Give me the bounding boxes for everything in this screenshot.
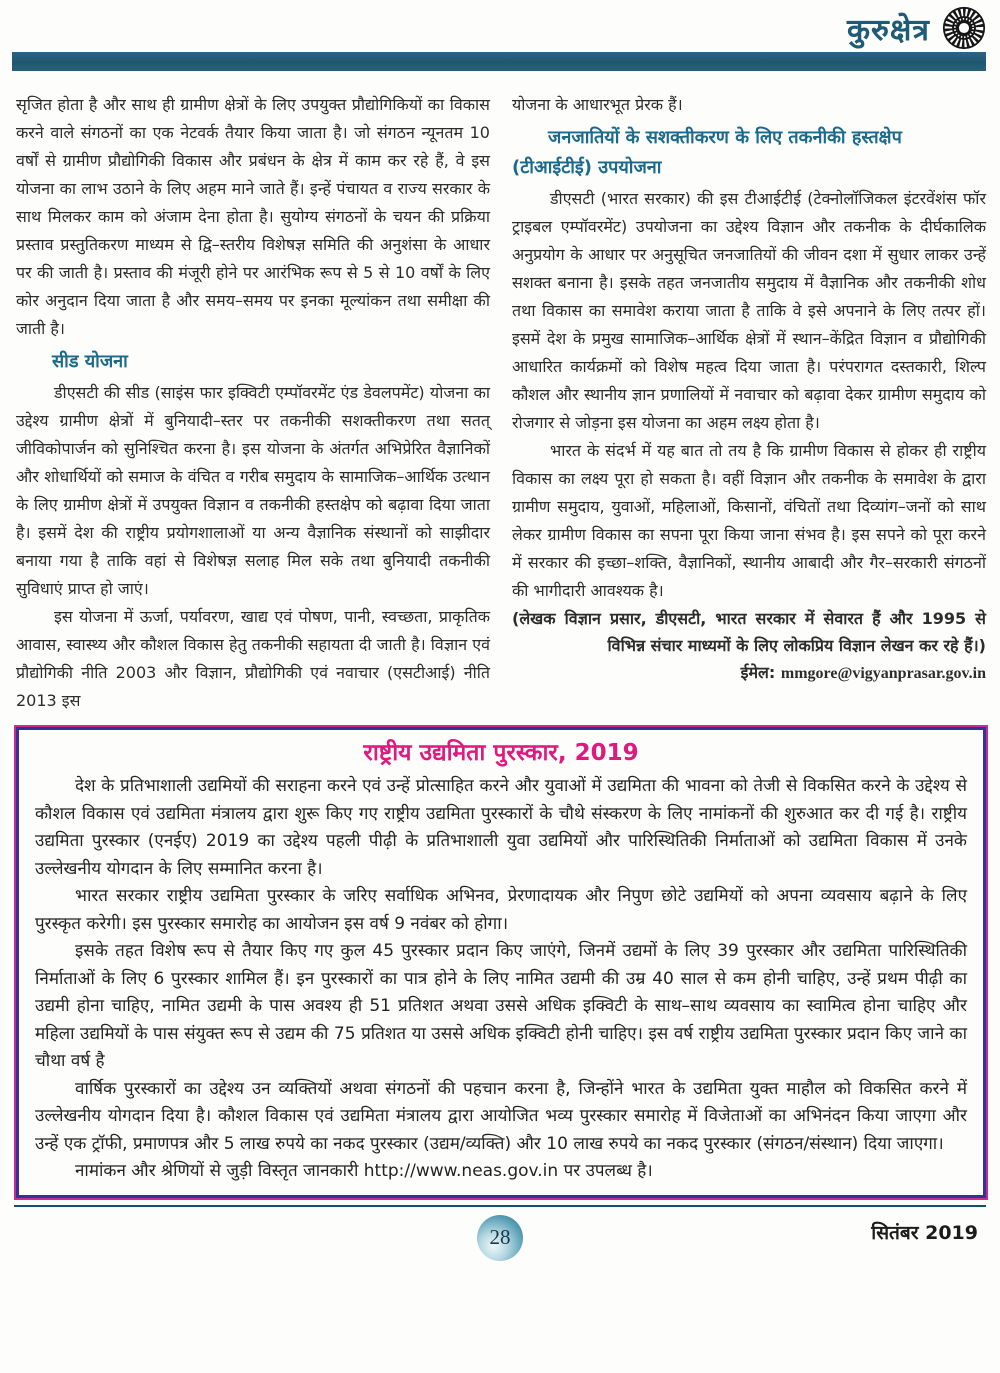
tite-scheme-paragraph: डीएसटी (भारत सरकार) की इस टीआईटीई (टेक्नोलॉजिकल इंटरवेंशंस फॉर ट्राइबल एम्पॉवरमेंट) उपयोजना का उद्देश्य विज्ञान और तकनीक के दीर्घकालिक अनुप्रयोग के आधार पर अनुसूचित जनजातियों की जीवन दशा में सुधार लाकर उन्हें सशक्त बनाना है। इसके तहत जनजातीय समुदाय में वैज्ञानिक और तकनीकी शोध तथा विकास का समावेश कराया जाता है ताकि वे इसे अपनाने के लिए तत्पर हों। इसमें देश के प्रमुख सामाजिक–आर्थिक क्षेत्रों में स्थान–केंद्रित विज्ञान व प्रौद्योगिकी आधारित कार्यक्रमों को विशेष महत्व दिया जाता है। परंपरागत दस्तकारी, शिल्प कौशल और स्थानीय ज्ञान प्रणालियों में नवाचार को बढ़ावा देकर ग्रामीण समुदाय को रोजगार से जोड़ना इस योजना का अहम लक्ष्य होता है। xyxy=(512,189,986,432)
bharat-context-paragraph: भारत के संदर्भ में यह बात तो तय है कि ग्रामीण विकास से होकर ही राष्ट्रीय विकास का लक्ष्य पूरा हो सकता है। वहीं विज्ञान और तकनीक के समावेश के द्वारा ग्रामीण समुदाय, युवाओं, महिलाओं, किसानों, वंचितों तथा दिव्यांग–जनों को साथ लेकर ग्रामीण विकास का सपना पूरा किया जाना संभव है। इस सपने को पूरा करने में सरकार की इच्छा–शक्ति, वैज्ञानिकों, स्थानीय आबादी और गैर–सरकारी संगठनों की भागीदारी आवश्यक है। xyxy=(512,441,986,600)
issue-date: सितंबर 2019 xyxy=(871,1221,978,1244)
seed-scheme-paragraph: डीएसटी की सीड (साइंस फार इक्विटी एम्पॉवरमेंट एंड डेवलपमेंट) योजना का उद्देश्य ग्रामीण क्षेत्रों में बुनियादी–स्तर पर तकनीकी सशक्तीकरण तथा सतत् जीविकोपार्जन को सुनिश्चित करना है। इस योजना के अंतर्गत अभिप्रेरित वैज्ञानिकों और शोधार्थियों को समाज के वंचित व गरीब समुदाय के सामाजिक–आर्थिक उत्थान के लिए ग्रामीण क्षेत्रों में उपयुक्त विज्ञान व तकनीकी हस्तक्षेप को बढ़ावा दिया जाता है। इसमें देश की राष्ट्रीय प्रयोगशालाओं या अन्य वैज्ञानिक संस्थानों को साझीदार बनाया गया है ताकि वहां से विशेषज्ञ सलाह मिल सके तथा बुनियादी तकनीकी सुविधाएं प्राप्त हो जाएं। xyxy=(16,383,490,598)
award-paragraph: इसके तहत विशेष रूप से तैयार किए गए कुल 45 पुरस्कार प्रदान किए जाएंगे, जिनमें उद्यमों के लिए 39 पुरस्कार और उद्यमिता पारिस्थितिकी निर्माताओं के लिए 6 पुरस्कार शामिल हैं। इन पुरस्कारों का पात्र होने के लिए नामित उद्यमी की उम्र 40 साल से कम होनी चाहिए, उन्हें प्रथम पीढ़ी का उद्यमी होना चाहिए, नामित उद्यमी के पास अवश्य ही 51 प्रतिशत अथवा उससे अधिक इक्विटी के साथ–साथ व्यवसाय का स्वामित्व होना चाहिए और महिला उद्यमियों के पास संयुक्त रूप से उद्यम की 75 प्रतिशत या उससे अधिक इक्विटी होनी चाहिए। इस वर्ष राष्ट्रीय उद्यमिता पुरस्कार प्रदान किए जाने का चौथा वर्ष है xyxy=(35,941,967,1071)
author-email-line xyxy=(512,659,986,688)
email-label: ईमेल: xyxy=(740,663,776,682)
seed-scheme-heading: सीड योजना xyxy=(52,351,128,372)
seed-support-paragraph: इस योजना में ऊर्जा, पर्यावरण, खाद्य एवं पोषण, पानी, स्वच्छता, प्राकृतिक आवास, स्वास्थ्य और कौशल विकास हेतु तकनीकी सहायता दी जाती है। विज्ञान एवं प्रौद्योगिकी नीति 2003 और विज्ञान, प्रौद्योगिकी एवं नवाचार (एसटीआई) नीति 2013 इस xyxy=(16,607,490,710)
award-box xyxy=(16,727,986,1198)
brand-row xyxy=(12,6,986,50)
page-header xyxy=(0,0,1000,71)
award-website-line: नामांकन और श्रेणियों से जुड़ी विस्तृत जानकारी http://www.neas.gov.in पर उपलब्ध है। xyxy=(75,1161,653,1181)
article-body xyxy=(0,71,1000,715)
award-paragraph: देश के प्रतिभाशाली उद्यमियों की सराहना करने एवं उन्हें प्रोत्साहित करने और युवाओं में उद्यमिता की भावना को तेजी से विकसित करने के उद्देश्य से कौशल विकास एवं उद्यमिता मंत्रालय द्वारा शुरू किए गए राष्ट्रीय उद्यमिता पुरस्कारों के चौथे संस्करण के लिए नामांकनों की शुरुआत कर दी गई है। राष्ट्रीय उद्यमिता पुरस्कार (एनईए) 2019 का उद्देश्य पहली पीढ़ी के प्रतिभाशाली युवा उद्यमियों और पारिस्थितिकी निर्माताओं को उद्यमिता विकास में उनके उल्लेखनीय योगदान के लिए सम्मानित करना है। xyxy=(35,776,967,879)
kurukshetra-emblem-icon xyxy=(942,6,986,50)
author-note: (लेखक विज्ञान प्रसार, डीएसटी, भारत सरकार में सेवारत हैं और 1995 से विभिन्न संचार माध्यमों के लिए लोकप्रिय विज्ञान लेखन कर रहे हैं।) xyxy=(512,609,986,655)
award-paragraph: वार्षिक पुरस्कारों का उद्देश्य उन व्यक्तियों अथवा संगठनों की पहचान करना है, जिन्होंने भारत के उद्यमिता युक्त माहौल को विकसित करने में उल्लेखनीय योगदान दिया है। कौशल विकास एवं उद्यमिता मंत्रालय द्वारा आयोजित भव्य पुरस्कार समारोह में विजेताओं का अभिनंदन किया जाएगा और उन्हें एक ट्रॉफी, प्रमाणपत्र और 5 लाख रुपये का नकद पुरस्कार (उद्यम/व्यक्ति) और 10 लाख रुपये का नकद पुरस्कार (संगठन/संस्थान) दिया जाएगा। xyxy=(35,1078,967,1154)
award-box-title: राष्ट्रीय उद्यमिता पुरस्कार, 2019 xyxy=(363,740,639,766)
right-column xyxy=(512,91,986,715)
left-column xyxy=(16,91,490,715)
page-number-badge xyxy=(477,1215,523,1261)
left-paragraph-continued: सृजित होता है और साथ ही ग्रामीण क्षेत्रों के लिए उपयुक्त प्रौद्योगिकियों का विकास करने वाले संगठनों का एक नेटवर्क तैयार किया जाता है। जो संगठन न्यूनतम 10 वर्षों से ग्रामीण प्रौद्योगिकी विकास और प्रबंधन के क्षेत्र में काम कर रहे हैं, वे इस योजना का लाभ उठाने के लिए अहम माने जाते हैं। इन्हें पंचायत व राज्य सरकार के साथ मिलकर काम को अंजाम देना होता है। सुयोग्य संगठनों के चयन की प्रक्रिया प्रस्ताव प्रस्तुतिकरण माध्यम से द्वि–स्तरीय विशेषज्ञ समिति की अनुशंसा के आधार पर की जाती है। प्रस्ताव की मंजूरी होने पर आरंभिक रूप से 5 से 10 वर्षों के लिए कोर अनुदान दिया जाता है और समय–समय पर इनका मूल्यांकन तथा समीक्षा की जाती है। xyxy=(16,95,490,338)
email-address: mmgore@vigyanprasar.gov.in xyxy=(780,665,986,682)
page-footer xyxy=(0,1207,1000,1265)
header-rule-bar xyxy=(12,52,986,71)
magazine-title: कुरुक्षेत्र xyxy=(846,12,930,48)
tite-scheme-heading: जनजातियों के सशक्तीकरण के लिए तकनीकी हस्तक्षेप (टीआईटीई) उपयोजना xyxy=(512,127,902,178)
page-number: 28 xyxy=(489,1225,511,1249)
award-paragraph: भारत सरकार राष्ट्रीय उद्यमिता पुरस्कार के जरिए सर्वाधिक अभिनव, प्रेरणादायक और निपुण छोटे उद्यमियों को अपना व्यवसाय बढ़ाने के लिए पुरस्कृत करेगी। इस पुरस्कार समारोह का आयोजन इस वर्ष 9 नवंबर को होगा। xyxy=(35,886,967,934)
right-lead-line: योजना के आधारभूत प्रेरक हैं। xyxy=(512,95,683,114)
